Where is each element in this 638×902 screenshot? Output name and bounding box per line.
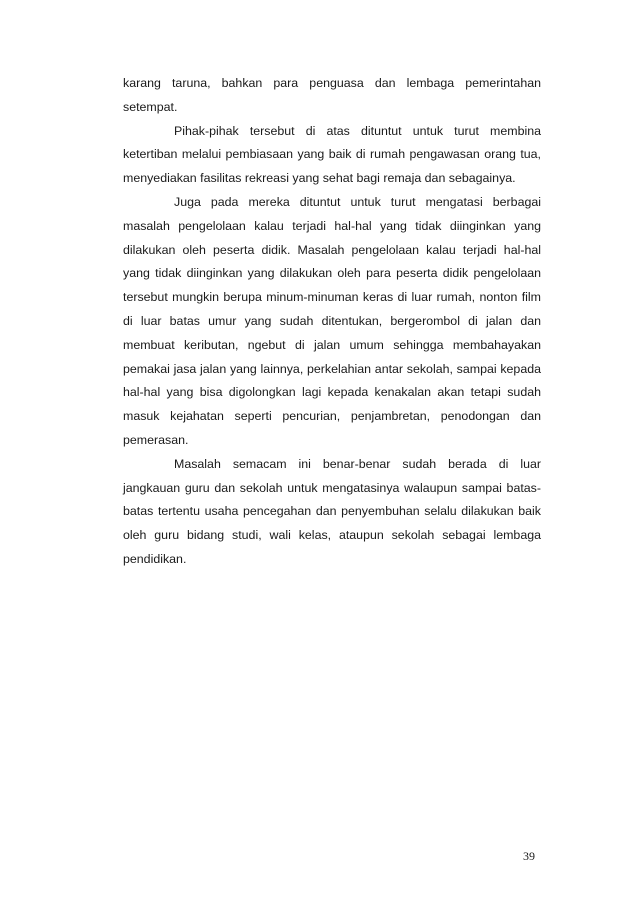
page-number: 39 (523, 849, 535, 863)
paragraph-2: Pihak-pihak tersebut di atas dituntut untuk turut membina ketertiban melalui pembiasaan yang baik di rumah pengawasan orang tua, menyediakan fasilitas rekreasi yang sehat bagi remaja dan sebagainya. (123, 123, 541, 186)
paragraph-1: karang taruna, bahkan para penguasa dan lembaga pemerintahan setempat. (123, 76, 541, 114)
paragraph-3: Juga pada mereka dituntut untuk turut mengatasi berbagai masalah pengelolaan kalau terjadi hal-hal yang tidak diinginkan yang dilakukan oleh peserta didik. Masalah pengelolaan kalau terjadi hal-hal yang tidak diinginkan yang dilakukan oleh para peserta didik pengelolaan tersebut mungkin berupa minum-minuman keras di luar rumah, nonton film di luar batas umur yang sudah ditentukan, bergerombol di jalan dan membuat keributan, ngebut di jalan umum sehingga membahayakan pemakai jasa jalan yang lainnya, perkelahian antar sekolah, sampai kepada hal-hal yang bisa digolongkan lagi kepada kenakalan akan tetapi sudah masuk kejahatan seperti pencurian, penjambretan, penodongan dan pemerasan. (123, 194, 541, 447)
body-text (123, 72, 541, 572)
paragraph-4: Masalah semacam ini benar-benar sudah berada di luar jangkauan guru dan sekolah untuk mengatasinya walaupun sampai batas-batas tertentu usaha pencegahan dan penyembuhan selalu dilakukan baik oleh guru bidang studi, wali kelas, ataupun sekolah sebagai lembaga pendidikan. (123, 456, 541, 566)
